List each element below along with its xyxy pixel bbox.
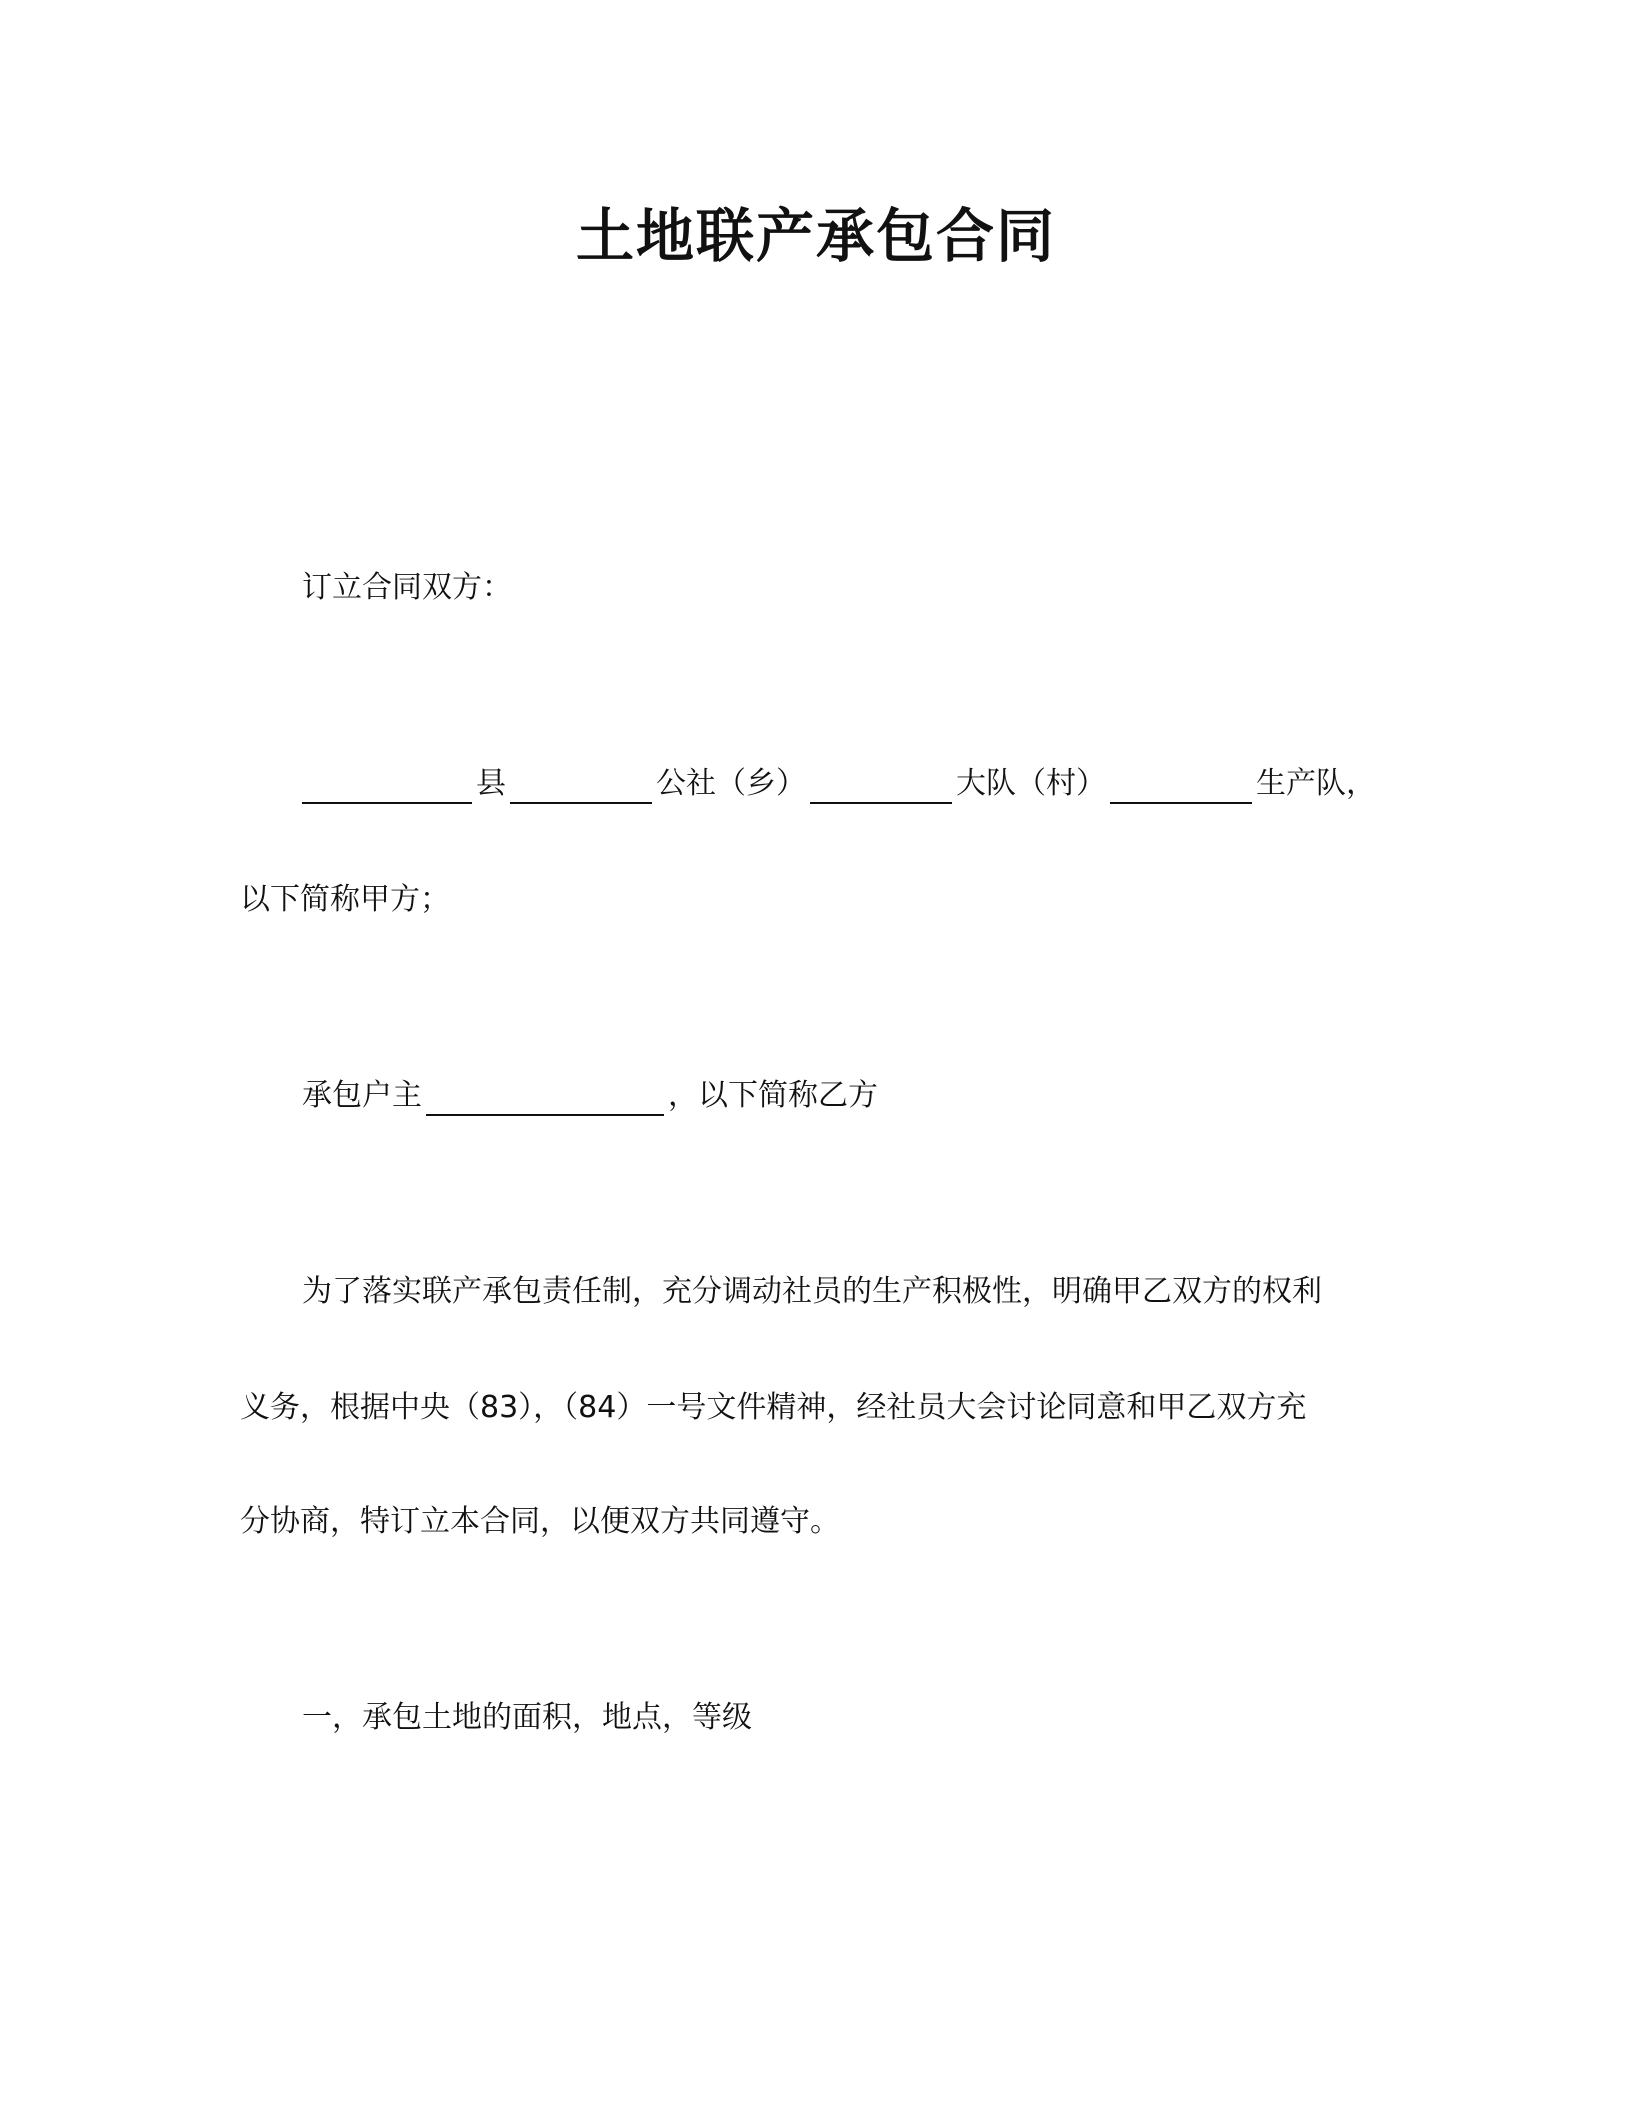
- parties-heading: 订立合同双方：: [302, 570, 512, 605]
- party-b-label: 承包户主: [302, 1078, 422, 1113]
- party-a-line: [302, 764, 1376, 804]
- party-b-blank[interactable]: [426, 1080, 664, 1116]
- county-label: 县: [476, 766, 506, 801]
- preamble-line-2: 义务，根据中央（83），（84）一号文件精神，经社员大会讨论同意和甲乙双方充: [240, 1390, 1307, 1425]
- preamble-line-1: 为了落实联产承包责任制，充分调动社员的生产积极性，明确甲乙双方的权利: [302, 1274, 1322, 1309]
- brigade-blank[interactable]: [810, 768, 952, 804]
- commune-blank[interactable]: [510, 768, 652, 804]
- commune-label: 公社（乡）: [656, 766, 806, 801]
- section-1-heading: 一，承包土地的面积，地点，等级: [302, 1700, 752, 1735]
- county-blank[interactable]: [302, 768, 472, 804]
- party-a-suffix: 以下简称甲方；: [240, 882, 450, 917]
- team-blank[interactable]: [1110, 768, 1252, 804]
- team-label: 生产队，: [1256, 766, 1376, 801]
- party-b-line: [302, 1076, 878, 1116]
- brigade-label: 大队（村）: [956, 766, 1106, 801]
- party-b-suffix: ，以下简称乙方: [668, 1078, 878, 1113]
- preamble-line-3: 分协商，特订立本合同，以便双方共同遵守。: [240, 1504, 840, 1539]
- document-title: 土地联产承包合同: [575, 202, 1056, 270]
